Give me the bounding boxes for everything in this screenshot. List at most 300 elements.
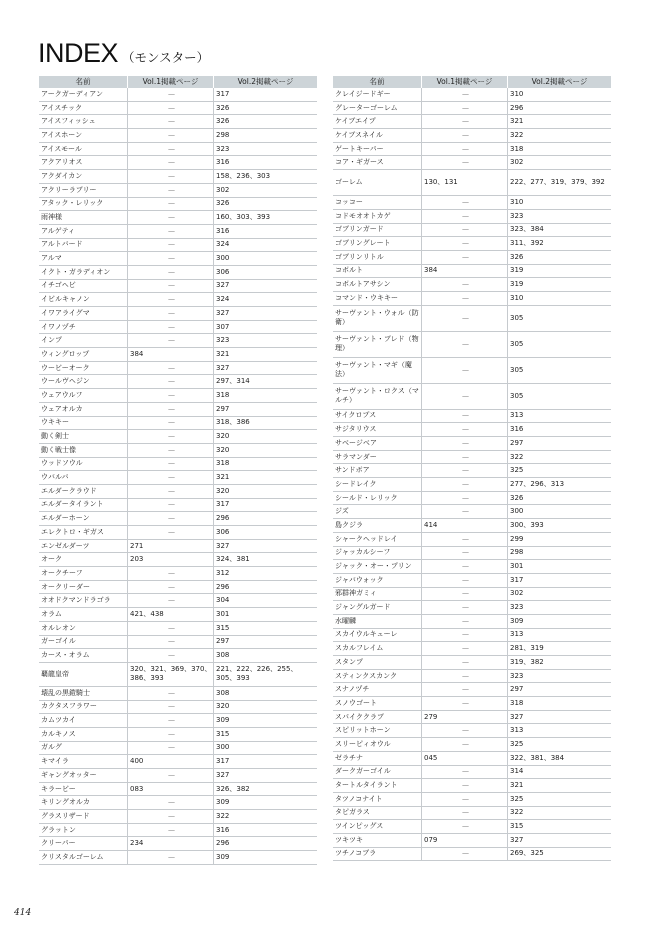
table-row xyxy=(333,265,611,279)
vol1-pages: 079 xyxy=(422,834,508,847)
vol1-pages: — xyxy=(128,88,214,101)
vol1-pages: — xyxy=(128,687,214,700)
table-row xyxy=(333,292,611,306)
table-row xyxy=(333,670,611,684)
vol2-pages: 221、222、226、255、305、393 xyxy=(216,665,298,683)
vol2-pages: 326 xyxy=(216,117,230,126)
vol2-pages: 301 xyxy=(510,562,524,571)
vol1-pages: — xyxy=(422,410,508,423)
table-row xyxy=(39,810,317,824)
table-row xyxy=(333,560,611,574)
monster-name: サイクロプス xyxy=(333,410,422,423)
vol1-pages: — xyxy=(128,444,214,457)
vol2-pages: 323 xyxy=(510,211,524,220)
vol2-pages: 322 xyxy=(510,808,524,817)
vol2-pages: 305 xyxy=(510,313,524,322)
vol1-pages: 203 xyxy=(128,553,214,566)
vol1-pages: — xyxy=(128,211,214,224)
header-name: 名前 xyxy=(333,76,422,88)
monster-name: アルゲティ xyxy=(39,225,128,238)
vol2-pages: 316 xyxy=(216,158,230,167)
monster-name: ツインピッグス xyxy=(333,820,422,833)
vol1-pages: — xyxy=(422,588,508,601)
vol2-pages: 311、392 xyxy=(510,239,544,248)
vol1-pages: 279 xyxy=(422,711,508,724)
vol2-pages: 323、384 xyxy=(510,225,544,234)
vol1-pages: — xyxy=(422,574,508,587)
vol2-pages: 315 xyxy=(216,729,230,738)
table-row xyxy=(333,88,611,102)
vol2-pages: 301 xyxy=(216,609,230,618)
vol2-pages: 322、381、384 xyxy=(510,753,565,762)
vol2-pages: 302 xyxy=(216,185,230,194)
vol2-pages: 313 xyxy=(510,726,524,735)
table-row xyxy=(333,423,611,437)
monster-name: ケイブスネイル xyxy=(333,129,422,142)
vol1-pages: — xyxy=(422,642,508,655)
monster-name: サラマンダー xyxy=(333,451,422,464)
index-table-right xyxy=(333,76,611,861)
vol2-pages: 325 xyxy=(510,739,524,748)
table-row xyxy=(333,384,611,410)
vol2-pages: 315 xyxy=(510,822,524,831)
monster-name: カムツカイ xyxy=(39,714,128,727)
monster-name: イチゴヘビ xyxy=(39,280,128,293)
table-row xyxy=(39,239,317,253)
table-row xyxy=(39,742,317,756)
vol2-pages: 324、381 xyxy=(216,555,250,564)
vol1-pages: 045 xyxy=(422,752,508,765)
vol1-pages: — xyxy=(422,437,508,450)
index-table-left xyxy=(39,76,317,865)
monster-name: エルダータイラント xyxy=(39,499,128,512)
vol2-pages: 302 xyxy=(510,158,524,167)
vol1-pages: — xyxy=(128,649,214,662)
monster-name: ウッドソウル xyxy=(39,458,128,471)
vol1-pages: 400 xyxy=(128,755,214,768)
monster-name: ウェアウルフ xyxy=(39,389,128,402)
monster-name: サンドボア xyxy=(333,464,422,477)
monster-name: インプ xyxy=(39,334,128,347)
monster-name: ジズ xyxy=(333,505,422,518)
table-row xyxy=(39,540,317,554)
vol2-pages: 317 xyxy=(216,500,230,509)
monster-name: シールド・レリック xyxy=(333,492,422,505)
vol2-pages: 318、386 xyxy=(216,418,250,427)
vol2-pages: 316 xyxy=(216,226,230,235)
table-row xyxy=(39,280,317,294)
vol2-pages: 317 xyxy=(510,575,524,584)
vol1-pages: — xyxy=(422,601,508,614)
table-row xyxy=(333,464,611,478)
vol1-pages: — xyxy=(422,560,508,573)
vol1-pages: — xyxy=(128,156,214,169)
table-row xyxy=(333,779,611,793)
monster-name: アクダイカン xyxy=(39,170,128,183)
table-row xyxy=(39,687,317,701)
monster-name: エルダーホーン xyxy=(39,512,128,525)
monster-name: ゴブリンガード xyxy=(333,224,422,237)
monster-name: ウィングロップ xyxy=(39,348,128,361)
monster-name: 水曜麟 xyxy=(333,615,422,628)
vol2-pages: 323 xyxy=(216,336,230,345)
monster-name: サジタリウス xyxy=(333,423,422,436)
monster-name: ゴブリンリトル xyxy=(333,251,422,264)
vol1-pages: — xyxy=(422,766,508,779)
vol1-pages: 271 xyxy=(128,540,214,553)
vol2-pages: 319 xyxy=(510,266,524,275)
table-row xyxy=(333,156,611,170)
vol2-pages: 320 xyxy=(216,702,230,711)
header-vol1: Vol.1掲載ページ xyxy=(128,76,214,88)
vol1-pages: — xyxy=(128,375,214,388)
monster-name: カクタスフラワー xyxy=(39,701,128,714)
vol2-pages: 309 xyxy=(216,716,230,725)
page-number: 414 xyxy=(14,908,32,918)
table-row xyxy=(333,642,611,656)
vol2-pages: 309 xyxy=(216,798,230,807)
monster-name: ウバルバ xyxy=(39,471,128,484)
vol1-pages: — xyxy=(422,102,508,115)
vol1-pages: — xyxy=(422,629,508,642)
vol2-pages: 316 xyxy=(216,825,230,834)
vol1-pages: — xyxy=(422,292,508,305)
monster-name: コマンド・ウキキー xyxy=(333,292,422,305)
table-row xyxy=(333,793,611,807)
table-row xyxy=(333,143,611,157)
table-row xyxy=(39,198,317,212)
vol2-pages: 324 xyxy=(216,295,230,304)
vol2-pages: 324 xyxy=(216,240,230,249)
vol2-pages: 312 xyxy=(216,568,230,577)
monster-name: オークチーフ xyxy=(39,567,128,580)
vol2-pages: 326 xyxy=(216,199,230,208)
monster-name: アイスホーン xyxy=(39,129,128,142)
monster-name: クリスタルゴーレム xyxy=(39,851,128,864)
table-row xyxy=(39,143,317,157)
monster-name: ゲートキーパー xyxy=(333,143,422,156)
table-row xyxy=(39,102,317,116)
table-row xyxy=(333,588,611,602)
table-row xyxy=(39,594,317,608)
monster-name: ジャバウォック xyxy=(333,574,422,587)
vol1-pages: — xyxy=(422,451,508,464)
monster-name: オラム xyxy=(39,608,128,621)
vol1-pages: — xyxy=(128,728,214,741)
table-row xyxy=(39,728,317,742)
vol1-pages: — xyxy=(422,332,508,357)
vol1-pages: — xyxy=(128,321,214,334)
vol2-pages: 298 xyxy=(216,130,230,139)
vol2-pages: 305 xyxy=(510,391,524,400)
vol2-pages: 318 xyxy=(510,698,524,707)
table-row xyxy=(39,471,317,485)
vol1-pages: — xyxy=(422,533,508,546)
table-row xyxy=(39,307,317,321)
vol1-pages: — xyxy=(422,697,508,710)
vol1-pages: — xyxy=(422,306,508,331)
monster-name: 壊乱の黒鎧騎士 xyxy=(39,687,128,700)
table-row xyxy=(39,170,317,184)
vol1-pages: — xyxy=(422,738,508,751)
vol2-pages: 326 xyxy=(510,252,524,261)
vol2-pages: 305 xyxy=(510,339,524,348)
vol1-pages: — xyxy=(422,820,508,833)
monster-name: コボルト xyxy=(333,265,422,278)
monster-name: ケイブエイプ xyxy=(333,115,422,128)
vol2-pages: 321 xyxy=(510,117,524,126)
table-row xyxy=(39,321,317,335)
header-vol2: Vol.2掲載ページ xyxy=(214,76,317,88)
page-title: INDEX xyxy=(38,38,119,68)
table-row xyxy=(39,581,317,595)
table-row xyxy=(39,389,317,403)
table-row xyxy=(333,410,611,424)
monster-name: スティンクスカンク xyxy=(333,670,422,683)
monster-name: ゴーレム xyxy=(333,170,422,195)
table-row xyxy=(39,608,317,622)
vol2-pages: 307 xyxy=(216,322,230,331)
vol1-pages: — xyxy=(422,115,508,128)
table-row xyxy=(333,656,611,670)
table-row xyxy=(39,837,317,851)
table-row xyxy=(39,755,317,769)
monster-name: ガルグ xyxy=(39,742,128,755)
monster-name: キラービー xyxy=(39,783,128,796)
vol1-pages: — xyxy=(422,848,508,861)
monster-name: サーヴァント・ウォル（防衛） xyxy=(333,306,422,331)
vol2-pages: 321 xyxy=(510,781,524,790)
monster-name: カルキノス xyxy=(39,728,128,741)
vol2-pages: 327 xyxy=(216,363,230,372)
vol2-pages: 317 xyxy=(216,757,230,766)
table-row xyxy=(39,375,317,389)
vol1-pages: — xyxy=(422,384,508,409)
monster-name: カース・オラム xyxy=(39,649,128,662)
table-row xyxy=(39,403,317,417)
vol2-pages: 317 xyxy=(216,89,230,98)
vol2-pages: 309 xyxy=(216,852,230,861)
table-row xyxy=(333,711,611,725)
monster-name: オーク xyxy=(39,553,128,566)
table-row xyxy=(333,738,611,752)
monster-name: サーヴァント・ブレド（物理） xyxy=(333,332,422,357)
table-row xyxy=(39,851,317,865)
vol2-pages: 310 xyxy=(510,89,524,98)
monster-name: イワノヅチ xyxy=(39,321,128,334)
vol1-pages: — xyxy=(128,280,214,293)
vol2-pages: 296 xyxy=(216,514,230,523)
vol1-pages: — xyxy=(422,278,508,291)
vol1-pages: — xyxy=(128,636,214,649)
vol1-pages: — xyxy=(128,225,214,238)
monster-name: ジャングルガード xyxy=(333,601,422,614)
vol1-pages: — xyxy=(128,810,214,823)
vol2-pages: 326、382 xyxy=(216,784,250,793)
vol1-pages: — xyxy=(422,224,508,237)
vol2-pages: 269、325 xyxy=(510,849,544,858)
monster-name: アクリーラブリー xyxy=(39,184,128,197)
vol1-pages: — xyxy=(422,683,508,696)
vol2-pages: 298 xyxy=(510,548,524,557)
vol2-pages: 314 xyxy=(510,767,524,776)
vol2-pages: 297 xyxy=(216,637,230,646)
vol2-pages: 318 xyxy=(510,144,524,153)
vol1-pages: — xyxy=(128,622,214,635)
monster-name: アクアリオス xyxy=(39,156,128,169)
table-row xyxy=(39,184,317,198)
monster-name: ウールヴヘジン xyxy=(39,375,128,388)
table-row xyxy=(333,519,611,533)
monster-name: イビルキャノン xyxy=(39,293,128,306)
vol1-pages: 234 xyxy=(128,837,214,850)
monster-name: オオドクマンドラゴラ xyxy=(39,594,128,607)
vol2-pages: 327 xyxy=(216,770,230,779)
table-row xyxy=(333,237,611,251)
monster-name: ツキツキ xyxy=(333,834,422,847)
table-row xyxy=(333,196,611,210)
vol1-pages: — xyxy=(422,492,508,505)
table-row xyxy=(39,225,317,239)
vol2-pages: 296 xyxy=(510,103,524,112)
vol2-pages: 296 xyxy=(216,582,230,591)
monster-name: イワアライグマ xyxy=(39,307,128,320)
monster-name: ウキキー xyxy=(39,417,128,430)
vol2-pages: 281、319 xyxy=(510,644,544,653)
table-row xyxy=(333,437,611,451)
monster-name: 雨神様 xyxy=(39,211,128,224)
vol2-pages: 305 xyxy=(510,365,524,374)
vol1-pages: — xyxy=(128,594,214,607)
table-row xyxy=(39,485,317,499)
monster-name: エレクトロ・ギガス xyxy=(39,526,128,539)
monster-name: スカルフレイム xyxy=(333,642,422,655)
table-body xyxy=(333,88,611,861)
table-row xyxy=(333,766,611,780)
table-row xyxy=(39,663,317,687)
table-row xyxy=(333,807,611,821)
vol1-pages: 083 xyxy=(128,783,214,796)
table-row xyxy=(39,499,317,513)
vol2-pages: 320 xyxy=(216,445,230,454)
vol2-pages: 316 xyxy=(510,425,524,434)
table-row xyxy=(39,701,317,715)
monster-name: クレイジードギー xyxy=(333,88,422,101)
vol1-pages: — xyxy=(422,724,508,737)
vol1-pages: 384 xyxy=(422,265,508,278)
monster-name: スピリットホーン xyxy=(333,724,422,737)
table-row xyxy=(39,636,317,650)
table-row xyxy=(333,601,611,615)
table-row xyxy=(333,724,611,738)
vol1-pages: — xyxy=(128,184,214,197)
table-row xyxy=(333,306,611,332)
monster-name: タピガラス xyxy=(333,807,422,820)
monster-name: ジャック・オー・プリン xyxy=(333,560,422,573)
vol2-pages: 297 xyxy=(216,404,230,413)
page-subtitle: （モンスター） xyxy=(122,50,210,65)
vol2-pages: 326 xyxy=(510,493,524,502)
vol2-pages: 308 xyxy=(216,651,230,660)
table-row xyxy=(333,278,611,292)
vol2-pages: 320 xyxy=(216,432,230,441)
table-row xyxy=(333,820,611,834)
table-row xyxy=(39,115,317,129)
monster-name: グレーターゴーレム xyxy=(333,102,422,115)
vol1-pages: — xyxy=(128,769,214,782)
monster-name: シャークヘッドレイ xyxy=(333,533,422,546)
monster-name: ギャングオッター xyxy=(39,769,128,782)
vol1-pages: — xyxy=(128,485,214,498)
monster-name: ゼラチナ xyxy=(333,752,422,765)
table-row xyxy=(333,332,611,358)
monster-name: アークガーディアン xyxy=(39,88,128,101)
table-row xyxy=(333,224,611,238)
header-vol2: Vol.2掲載ページ xyxy=(508,76,611,88)
vol1-pages: — xyxy=(128,129,214,142)
monster-name: 覇龍皇帝 xyxy=(39,663,128,686)
table-row xyxy=(39,567,317,581)
vol1-pages: — xyxy=(128,334,214,347)
vol2-pages: 315 xyxy=(216,623,230,632)
vol2-pages: 310 xyxy=(510,197,524,206)
table-row xyxy=(39,88,317,102)
monster-name: サーヴァント・マギ（魔法） xyxy=(333,358,422,383)
table-row xyxy=(333,834,611,848)
monster-name: クリーパー xyxy=(39,837,128,850)
vol2-pages: 304 xyxy=(216,596,230,605)
monster-name: コボルトアサシン xyxy=(333,278,422,291)
vol2-pages: 297 xyxy=(510,685,524,694)
vol1-pages: — xyxy=(128,796,214,809)
vol2-pages: 300 xyxy=(216,743,230,752)
table-row xyxy=(333,170,611,196)
vol1-pages: — xyxy=(128,403,214,416)
table-header xyxy=(39,76,317,88)
table-row xyxy=(333,358,611,384)
table-row xyxy=(333,492,611,506)
table-row xyxy=(39,783,317,797)
table-row xyxy=(39,211,317,225)
table-row xyxy=(39,553,317,567)
table-row xyxy=(39,156,317,170)
vol2-pages: 310 xyxy=(510,293,524,302)
vol1-pages: — xyxy=(422,196,508,209)
vol1-pages: — xyxy=(128,458,214,471)
vol1-pages: — xyxy=(422,793,508,806)
table-row xyxy=(39,824,317,838)
vol2-pages: 299 xyxy=(510,534,524,543)
table-row xyxy=(333,615,611,629)
vol1-pages: — xyxy=(128,102,214,115)
monster-name: コッコー xyxy=(333,196,422,209)
monster-name: スタンプ xyxy=(333,656,422,669)
table-row xyxy=(333,115,611,129)
table-row xyxy=(39,334,317,348)
vol2-pages: 318 xyxy=(216,390,230,399)
vol2-pages: 308 xyxy=(216,688,230,697)
vol1-pages: — xyxy=(128,252,214,265)
table-row xyxy=(39,293,317,307)
vol2-pages: 297、314 xyxy=(216,377,250,386)
table-row xyxy=(333,478,611,492)
table-row xyxy=(333,210,611,224)
vol2-pages: 326 xyxy=(216,103,230,112)
monster-name: サベージベア xyxy=(333,437,422,450)
monster-name: ウービーオーク xyxy=(39,362,128,375)
vol1-pages: 130、131 xyxy=(422,170,508,195)
vol2-pages: 325 xyxy=(510,466,524,475)
